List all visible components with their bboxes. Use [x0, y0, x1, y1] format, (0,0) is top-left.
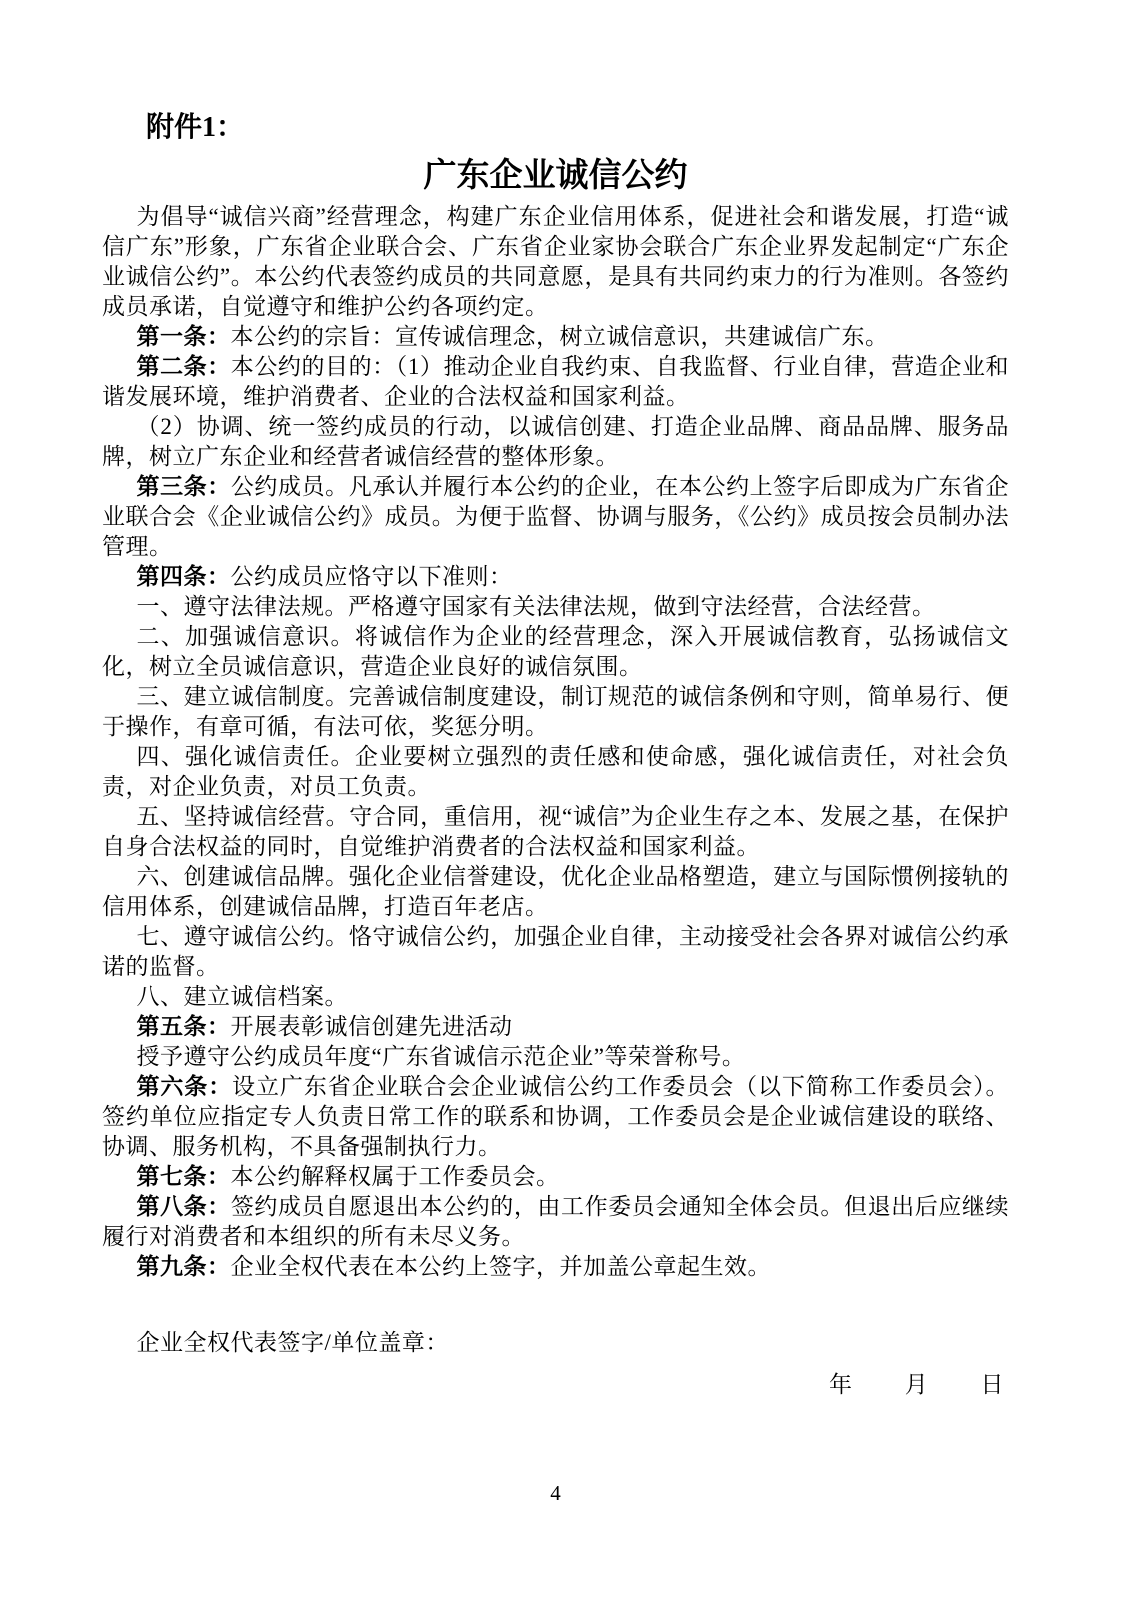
article-label: 第一条：: [136, 324, 231, 349]
paragraph: 第八条：签约成员自愿退出本公约的，由工作委员会通知全体会员。但退出后应继续履行对消费者和本组织的所有未尽义务。: [102, 1194, 1010, 1249]
paragraph: 第六条：设立广东省企业联合会企业诚信公约工作委员会（以下简称工作委员会）。签约单位应指定专人负责日常工作的联系和协调，工作委员会是企业诚信建设的联络、协调、服务机构，不具备强制执行力。: [102, 1074, 1010, 1159]
day-label: 日: [980, 1372, 1004, 1397]
attachment-label: 附件1：: [146, 112, 245, 143]
paragraph: 六、创建诚信品牌。强化企业信誉建设，优化企业品格塑造，建立与国际惯例接轨的信用体系，创建诚信品牌，打造百年老店。: [102, 864, 1009, 919]
paragraph: 第四条：公约成员应恪守以下准则：: [136, 564, 513, 589]
paragraph: 授予遵守公约成员年度“广东省诚信示范企业”等荣誉称号。: [136, 1044, 746, 1069]
signature-label: 企业全权代表签字/单位盖章：: [136, 1330, 449, 1355]
page-title: 广东企业诚信公约: [423, 158, 688, 194]
date-line: [102, 1370, 1004, 1400]
article-label: 第九条：: [136, 1254, 231, 1279]
paragraph: 五、坚持诚信经营。守合同，重信用，视“诚信”为企业生存之本、发展之基，在保护自身合法权益的同时，自觉维护消费者的合法权益和国家利益。: [102, 804, 1009, 859]
paragraph: 第二条：本公约的目的：（1）推动企业自我约束、自我监督、行业自律，营造企业和谐发展环境，维护消费者、企业的合法权益和国家利益。: [102, 354, 1010, 409]
article-label: 第四条：: [136, 564, 231, 589]
paragraph: 一、遵守法律法规。严格遵守国家有关法律法规，做到守法经营，合法经营。: [136, 594, 936, 619]
article-label: 第五条：: [136, 1014, 231, 1039]
paragraph: 第三条：公约成员。凡承认并履行本公约的企业，在本公约上签字后即成为广东省企业联合会《企业诚信公约》成员。为便于监督、协调与服务，《公约》成员按会员制办法管理。: [102, 474, 1010, 559]
paragraph: 第九条：企业全权代表在本公约上签字，并加盖公章起生效。: [136, 1254, 771, 1279]
article-label: 第六条：: [136, 1074, 233, 1099]
document-body: [102, 202, 1009, 1282]
year-label: 年: [829, 1372, 853, 1397]
paragraph: 为倡导“诚信兴商”经营理念，构建广东企业信用体系，促进社会和谐发展，打造“诚信广东”形象，广东省企业联合会、广东省企业家协会联合广东企业界发起制定“广东企业诚信公约”。本公约代表签约成员的共同意愿，是具有共同约束力的行为准则。各签约成员承诺，自觉遵守和维护公约各项约定。: [102, 204, 1009, 319]
article-label: 第三条：: [136, 474, 231, 499]
article-label: 第二条：: [136, 354, 231, 379]
paragraph: 第五条：开展表彰诚信创建先进活动: [136, 1014, 513, 1039]
paragraph: （2）协调、统一签约成员的行动，以诚信创建、打造企业品牌、商品品牌、服务品牌，树立广东企业和经营者诚信经营的整体形象。: [102, 414, 1009, 469]
month-label: 月: [904, 1372, 929, 1397]
article-label: 第八条：: [136, 1194, 231, 1219]
article-label: 第七条：: [136, 1164, 231, 1189]
paragraph: 八、建立诚信档案。: [136, 984, 348, 1009]
paragraph: 四、强化诚信责任。企业要树立强烈的责任感和使命感，强化诚信责任，对社会负责，对企业负责，对员工负责。: [102, 744, 1009, 799]
page-number: 4: [550, 1481, 561, 1505]
document-content: [102, 110, 1009, 1400]
paragraph: 七、遵守诚信公约。恪守诚信公约，加强企业自律，主动接受社会各界对诚信公约承诺的监督。: [102, 924, 1009, 979]
paragraph: 第七条：本公约解释权属于工作委员会。: [136, 1164, 560, 1189]
paragraph: 二、加强诚信意识。将诚信作为企业的经营理念，深入开展诚信教育，弘扬诚信文化，树立全员诚信意识，营造企业良好的诚信氛围。: [102, 624, 1009, 679]
paragraph: 第一条：本公约的宗旨：宣传诚信理念，树立诚信意识，共建诚信广东。: [136, 324, 889, 349]
paragraph: 三、建立诚信制度。完善诚信制度建设，制订规范的诚信条例和守则，简单易行、便于操作，有章可循，有法可依，奖惩分明。: [102, 684, 1009, 739]
